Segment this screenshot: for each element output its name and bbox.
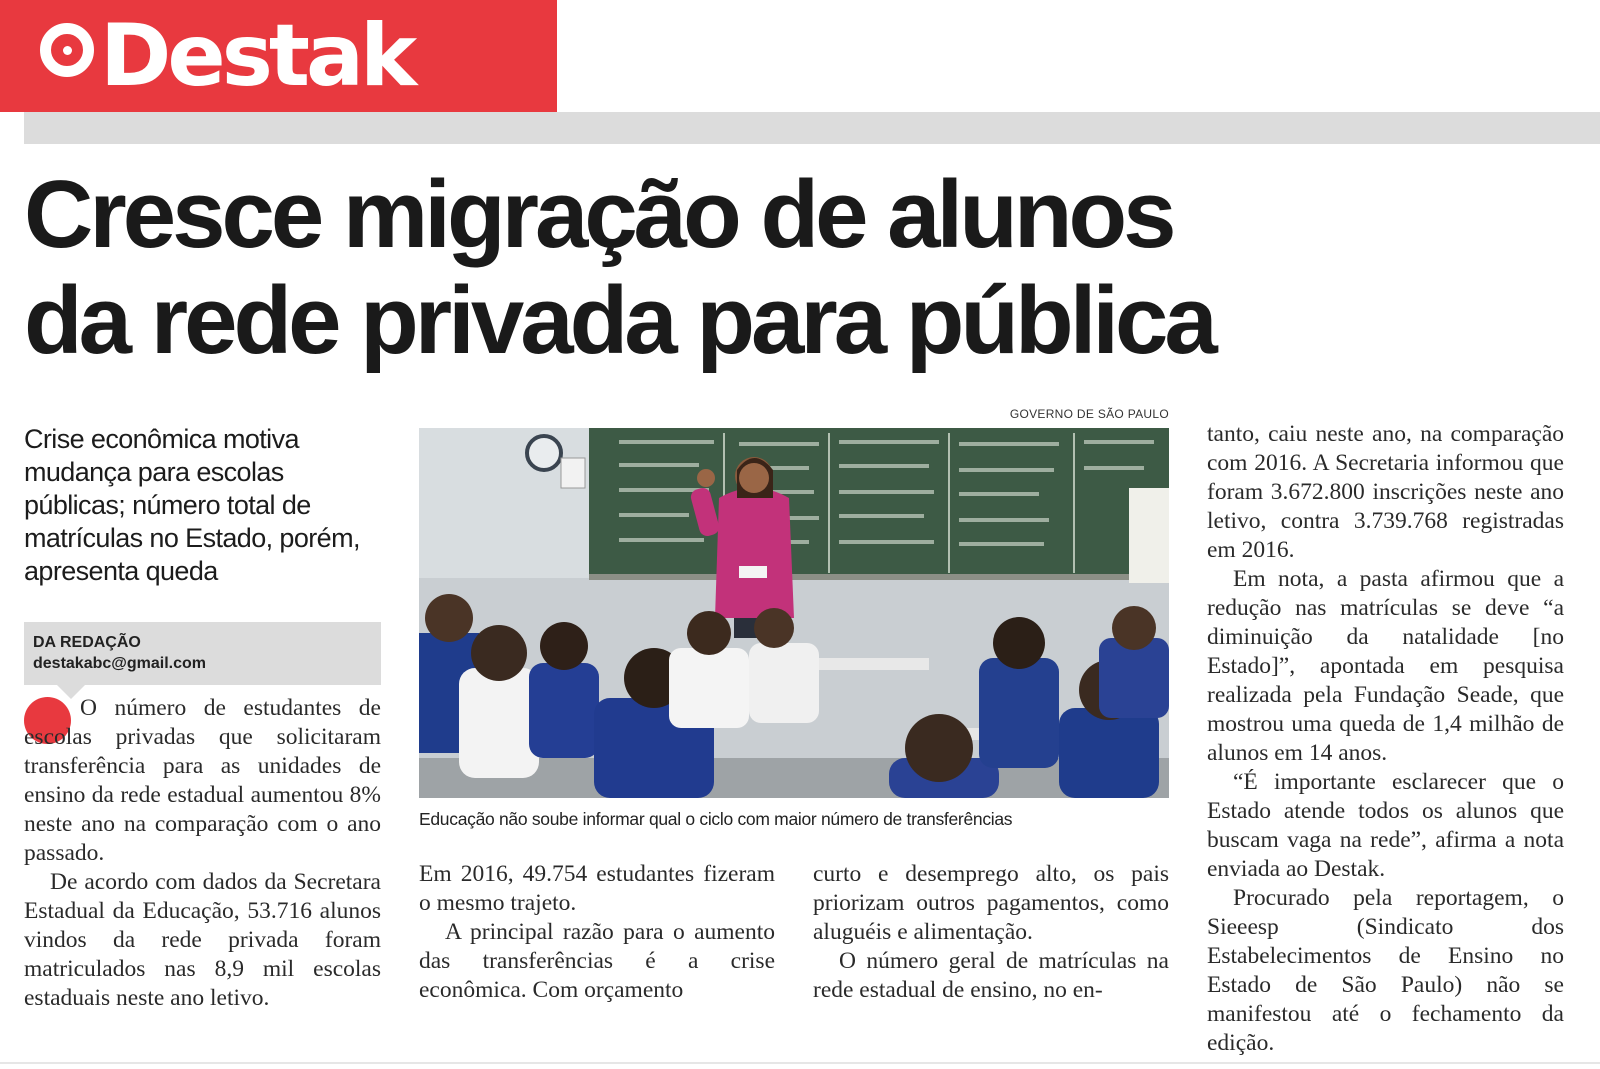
paragraph: Em nota, a pasta afirmou que a redução nas matrículas se deve “a diminuição da natalidade [no Estado]”, apontada em pesquisa realizada pela Fundação Seade, que mostrou uma queda de 1,4 milhão de alunos em 14 anos. (1207, 566, 1564, 766)
byline-box (24, 622, 381, 685)
logo-target-icon (40, 23, 94, 77)
headline (24, 162, 1584, 374)
photo-credit: GOVERNO DE SÃO PAULO (1009, 407, 1169, 421)
headline-line-2: da rede privada para pública (24, 267, 1214, 374)
logo-wordmark: Destak (100, 6, 414, 106)
byline-author: DA REDAÇÃO (33, 634, 141, 651)
header-rule (24, 112, 1600, 144)
bottom-rule (0, 1062, 1600, 1064)
paragraph: De acordo com dados da Secretara Estadual da Educação, 53.716 alunos vindos da rede privada foram matriculados nas 8,9 mil escolas estaduais neste ano letivo. (24, 869, 381, 1011)
classroom-photo (419, 428, 1169, 798)
photo-caption: Educação não soube informar qual o ciclo com maior número de transferências (419, 809, 1013, 829)
body-column-1 (24, 694, 381, 1013)
byline-email: destakabc@gmail.com (33, 655, 206, 672)
body-column-2 (419, 860, 775, 1005)
body-column-3 (813, 860, 1169, 1005)
paragraph: Em 2016, 49.754 estudantes fizeram o mesmo trajeto. (419, 861, 775, 916)
paragraph: curto e desemprego alto, os pais priorizam outros pagamentos, como aluguéis e alimentação. (813, 861, 1169, 945)
paragraph: A principal razão para o aumento das transferências é a crise econômica. Com orçamento (419, 919, 775, 1003)
paragraph: O número de estudantes de escolas privadas que solicitaram transferência para as unidades de ensino da rede estadual aumentou 8% neste ano na comparação com o ano passado. (24, 695, 381, 866)
masthead-logo (0, 0, 557, 112)
paragraph: O número geral de matrículas na rede estadual de ensino, no en- (813, 948, 1169, 1003)
subheadline: Crise econômica motiva mudança para escolas públicas; número total de matrículas no Estado, porém, apresenta queda (24, 424, 360, 586)
body-column-4 (1207, 420, 1564, 1058)
paragraph: “É importante esclarecer que o Estado atende todos os alunos que buscam vaga na rede”, afirma a nota enviada ao Destak. (1207, 769, 1564, 882)
paragraph: Procurado pela reportagem, o Sieeesp (Sindicato dos Estabelecimentos de Ensino no Estado de São Paulo) não se manifestou até o fechamento da edição. (1207, 885, 1564, 1056)
paragraph: tanto, caiu neste ano, na comparação com 2016. A Secretaria informou que foram 3.672.800 inscrições neste ano letivo, contra 3.739.768 registradas em 2016. (1207, 421, 1564, 563)
headline-line-1: Cresce migração de alunos (24, 161, 1173, 268)
